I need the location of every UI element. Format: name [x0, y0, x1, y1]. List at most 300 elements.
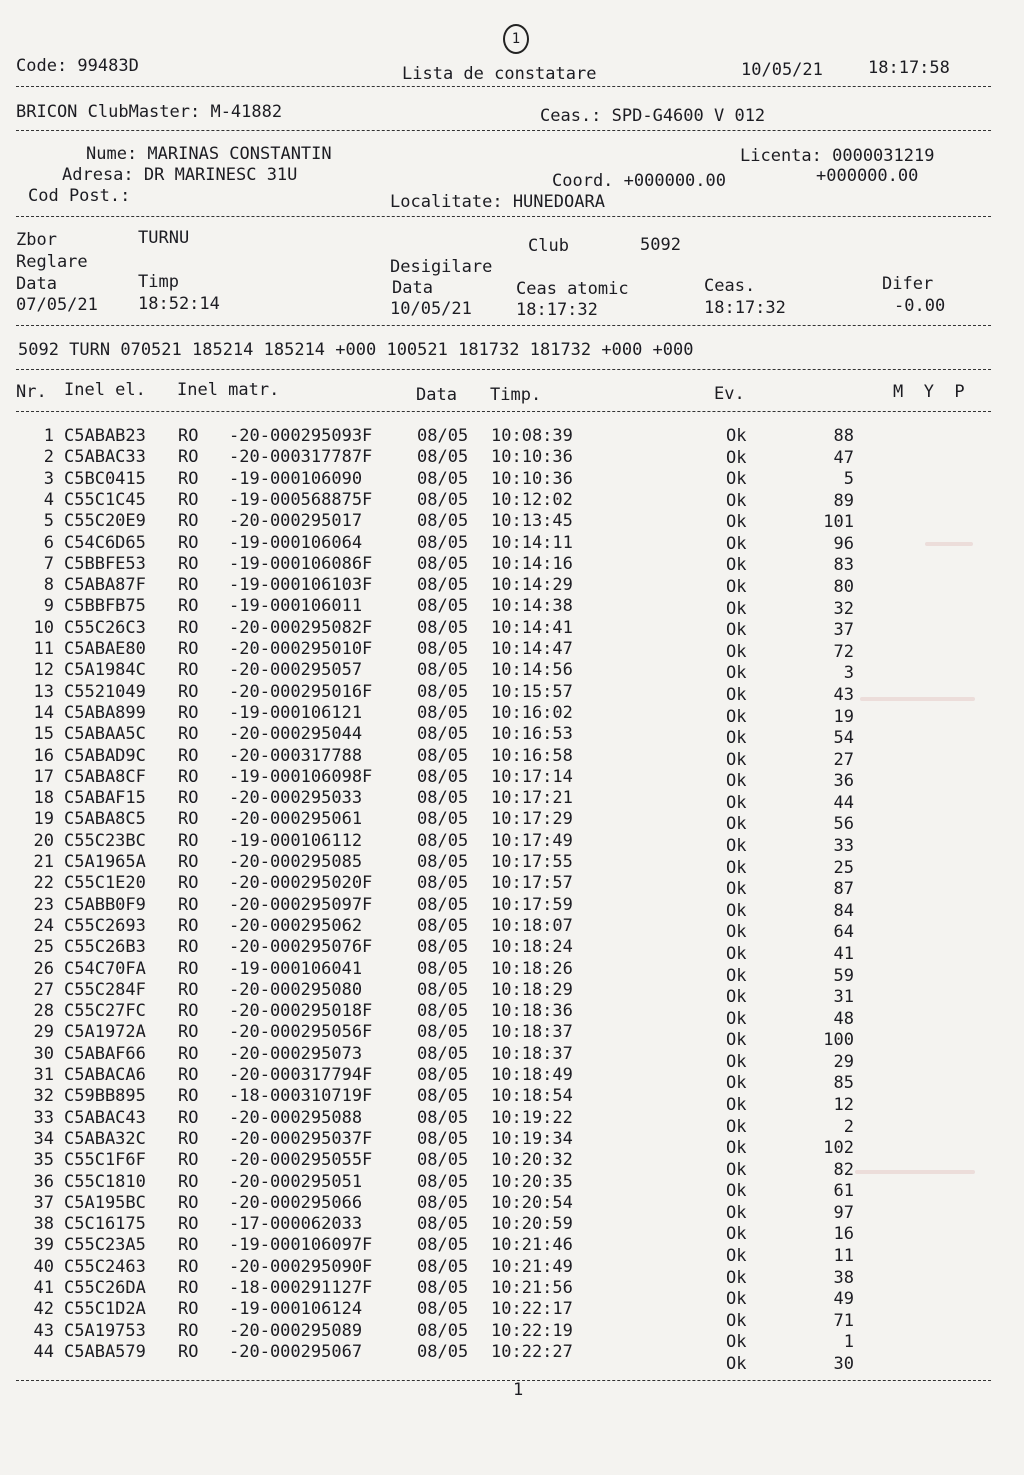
arrival-time: 10:14:56 [491, 660, 573, 681]
table-row [0, 1192, 1024, 1223]
row-value: 32 [833, 598, 854, 619]
event-status: Ok [726, 1073, 747, 1094]
ring-registration: -20-000295051 [229, 1171, 363, 1192]
event-status: Ok [726, 1051, 747, 1072]
ring-registration: -20-000295017 [229, 511, 363, 532]
arrival-date: 08/05 [417, 1043, 469, 1064]
arrival-time: 10:10:36 [491, 447, 573, 468]
event-status: Ok [726, 620, 747, 641]
arrival-time: 10:17:21 [491, 788, 573, 809]
ring-electronic: C5ABAA5C [64, 724, 146, 745]
row-value: 43 [833, 684, 854, 705]
ring-country: RO [178, 681, 199, 702]
event-status: Ok [726, 987, 747, 1008]
event-status: Ok [726, 663, 747, 684]
arrival-date: 08/05 [417, 894, 469, 915]
row-value: 12 [833, 1094, 854, 1115]
ring-electronic: C5BC0415 [64, 468, 146, 489]
table-row [0, 702, 1024, 727]
ring-electronic: C5521049 [64, 681, 146, 702]
ring-registration: -20-000295061 [229, 809, 363, 830]
arrival-time: 10:13:45 [491, 511, 573, 532]
event-status: Ok [726, 641, 747, 662]
row-number: 41 [33, 1278, 54, 1298]
event-status: Ok [726, 814, 747, 835]
arrival-time: 10:14:38 [491, 596, 573, 617]
event-status: Ok [726, 533, 747, 554]
table-row [0, 1001, 1024, 1029]
divider [16, 86, 991, 87]
ring-electronic: C5BBFB75 [64, 596, 146, 617]
ring-country: RO [178, 979, 199, 1000]
ring-registration: -20-000295056F [229, 1022, 373, 1043]
arrival-date: 08/05 [417, 1235, 469, 1256]
ring-country: RO [178, 702, 199, 723]
arrival-time: 10:22:17 [491, 1299, 573, 1320]
ring-registration: -19-000106097F [229, 1235, 373, 1256]
event-status: Ok [726, 1267, 747, 1288]
arrival-time: 10:20:32 [491, 1150, 573, 1171]
table-row [0, 596, 1024, 617]
ring-country: RO [178, 915, 199, 936]
ring-country: RO [178, 830, 199, 851]
arrival-time: 10:14:29 [491, 575, 573, 596]
desig-ceas: 18:17:32 [704, 298, 786, 318]
row-value: 84 [833, 900, 854, 921]
owner-cod-post: Cod Post.: [28, 186, 131, 206]
row-value: 49 [833, 1289, 854, 1310]
ring-country: RO [178, 788, 199, 809]
table-row [0, 788, 1024, 813]
event-status: Ok [726, 1094, 747, 1115]
ring-registration: -19-000106098F [229, 766, 373, 787]
ring-registration: -20-000295093F [229, 426, 373, 446]
ring-electronic: C5ABAD9C [64, 745, 146, 766]
row-value: 31 [833, 987, 854, 1008]
ring-country: RO [178, 873, 199, 894]
ring-country: RO [178, 1022, 199, 1043]
arrival-date: 08/05 [417, 639, 469, 659]
event-status: Ok [726, 900, 747, 921]
row-value: 97 [833, 1202, 854, 1223]
ring-electronic: C55C1C45 [64, 489, 146, 510]
event-status: Ok [726, 771, 747, 792]
row-number: 4 [43, 489, 54, 510]
table-row [0, 724, 1024, 749]
ring-registration: -20-000295033 [229, 788, 363, 809]
ring-registration: -19-000106121 [229, 702, 363, 723]
page-number: 1 [513, 1380, 524, 1400]
ring-country: RO [178, 1086, 199, 1107]
ring-registration: -19-000106086F [229, 553, 373, 574]
row-number: 40 [33, 1256, 54, 1277]
reglare-data: 07/05/21 [16, 295, 98, 315]
row-value: 59 [833, 965, 854, 986]
event-status: Ok [726, 922, 747, 943]
row-number: 22 [33, 873, 54, 894]
ring-country: RO [178, 468, 199, 489]
arrival-time: 10:14:11 [491, 532, 573, 553]
event-status: Ok [726, 469, 747, 490]
ring-country: RO [178, 766, 199, 787]
arrival-time: 10:21:56 [491, 1278, 573, 1298]
arrival-time: 10:17:59 [491, 894, 573, 915]
ring-country: RO [178, 1171, 199, 1192]
owner-coord2: +000000.00 [816, 166, 919, 186]
difer-label: Difer [882, 274, 934, 294]
ring-electronic: C55C23BC [64, 830, 146, 851]
ring-electronic: C5ABA8CF [64, 766, 146, 787]
arrival-time: 10:21:46 [491, 1235, 573, 1256]
ring-electronic: C5ABA579 [64, 1341, 146, 1362]
arrival-date: 08/05 [417, 1107, 469, 1128]
event-status: Ok [726, 490, 747, 511]
row-number: 43 [33, 1320, 54, 1341]
row-value: 11 [833, 1246, 854, 1267]
ring-electronic: C5ABAC43 [64, 1107, 146, 1128]
ring-electronic: C55C1F6F [64, 1150, 146, 1171]
arrival-date: 08/05 [417, 766, 469, 787]
ring-country: RO [178, 1065, 199, 1085]
ring-registration: -20-000295016F [229, 681, 373, 702]
row-value: 87 [833, 879, 854, 900]
ring-country: RO [178, 660, 199, 681]
row-number: 33 [33, 1107, 54, 1128]
table-row [0, 958, 1024, 986]
clubmaster-label: BRICON ClubMaster: M-41882 [16, 102, 283, 122]
ring-country: RO [178, 1150, 199, 1171]
arrival-time: 10:19:34 [491, 1128, 573, 1149]
arrival-date: 08/05 [417, 1128, 469, 1149]
ring-country: RO [178, 639, 199, 659]
col-nr: Nr. [16, 382, 47, 402]
table-row [0, 1107, 1024, 1137]
ring-registration: -19-000106112 [229, 830, 363, 851]
arrival-date: 08/05 [417, 915, 469, 936]
divider [16, 216, 991, 217]
row-value: 2 [843, 1116, 854, 1137]
divider [16, 325, 991, 326]
col-inel-matr: Inel matr. [177, 380, 280, 400]
event-status: Ok [726, 555, 747, 576]
ring-registration: -20-000295037F [229, 1128, 373, 1149]
arrival-time: 10:10:36 [491, 468, 573, 489]
owner-coord: Coord. +000000.00 [552, 171, 726, 191]
arrival-time: 10:17:29 [491, 809, 573, 830]
table-row [0, 1214, 1024, 1245]
ring-registration: -19-000106011 [229, 596, 363, 617]
event-status: Ok [726, 1116, 747, 1137]
data-label: Data [16, 274, 57, 294]
header-date: 10/05/21 [741, 60, 823, 80]
ring-country: RO [178, 1299, 199, 1320]
ring-registration: -20-000317787F [229, 447, 373, 468]
arrival-date: 08/05 [417, 617, 469, 638]
divider [16, 1380, 991, 1381]
owner-name: Nume: MARINAS CONSTANTIN [86, 144, 332, 164]
ring-electronic: C5ABA899 [64, 702, 146, 723]
row-number: 37 [33, 1192, 54, 1213]
table-row [0, 809, 1024, 835]
print-smudge [860, 697, 975, 701]
ring-electronic: C5A195BC [64, 1192, 146, 1213]
table-row [0, 830, 1024, 856]
ring-country: RO [178, 1256, 199, 1277]
row-number: 29 [33, 1022, 54, 1043]
ring-country: RO [178, 1214, 199, 1235]
event-status: Ok [726, 943, 747, 964]
arrival-time: 10:17:49 [491, 830, 573, 851]
arrival-date: 08/05 [417, 702, 469, 723]
arrival-time: 10:16:02 [491, 702, 573, 723]
arrival-time: 10:20:35 [491, 1171, 573, 1192]
club-value: 5092 [640, 235, 681, 255]
ring-country: RO [178, 1341, 199, 1362]
arrival-date: 08/05 [417, 1001, 469, 1022]
row-value: 101 [823, 512, 854, 533]
arrival-time: 10:18:07 [491, 915, 573, 936]
ring-registration: -19-000106041 [229, 958, 363, 979]
ring-electronic: C5ABB0F9 [64, 894, 146, 915]
ring-electronic: C5A1972A [64, 1022, 146, 1043]
table-row [0, 426, 1024, 447]
row-value: 16 [833, 1224, 854, 1245]
arrival-date: 08/05 [417, 979, 469, 1000]
ring-electronic: C5A1965A [64, 852, 146, 872]
ring-registration: -19-000568875F [229, 489, 373, 510]
arrival-time: 10:14:47 [491, 639, 573, 659]
arrival-time: 10:18:49 [491, 1065, 573, 1085]
row-number: 3 [43, 468, 54, 489]
ring-country: RO [178, 511, 199, 532]
table-row [0, 1128, 1024, 1159]
ring-registration: -20-000295020F [229, 873, 373, 894]
table-row [0, 660, 1024, 684]
timp-label: Timp [138, 272, 179, 292]
ring-registration: -20-000295066 [229, 1192, 363, 1213]
arrival-time: 10:12:02 [491, 489, 573, 510]
desig-atomic: 18:17:32 [516, 300, 598, 320]
arrival-date: 08/05 [417, 1022, 469, 1043]
arrival-time: 10:16:53 [491, 724, 573, 745]
event-status: Ok [726, 1138, 747, 1159]
row-value: 41 [833, 943, 854, 964]
ring-registration: -20-000295073 [229, 1043, 363, 1064]
row-number: 28 [33, 1001, 54, 1022]
table-row [0, 915, 1024, 943]
row-value: 89 [833, 490, 854, 511]
arrival-date: 08/05 [417, 1341, 469, 1362]
ring-country: RO [178, 426, 199, 446]
ring-country: RO [178, 894, 199, 915]
arrival-date: 08/05 [417, 596, 469, 617]
arrival-date: 08/05 [417, 575, 469, 596]
ring-registration: -19-000106103F [229, 575, 373, 596]
event-status: Ok [726, 1310, 747, 1331]
arrival-time: 10:18:26 [491, 958, 573, 979]
arrival-date: 08/05 [417, 937, 469, 958]
ring-country: RO [178, 809, 199, 830]
row-number: 26 [33, 958, 54, 979]
row-number: 21 [33, 852, 54, 872]
row-value: 56 [833, 814, 854, 835]
row-value: 1 [843, 1332, 854, 1353]
ring-electronic: C55C1D2A [64, 1299, 146, 1320]
arrival-time: 10:18:24 [491, 937, 573, 958]
row-value: 83 [833, 555, 854, 576]
event-status: Ok [726, 749, 747, 770]
reglare-label: Reglare [16, 252, 88, 272]
ring-country: RO [178, 724, 199, 745]
table-row [0, 979, 1024, 1008]
arrival-date: 08/05 [417, 1299, 469, 1320]
arrival-date: 08/05 [417, 1150, 469, 1171]
row-number: 34 [33, 1128, 54, 1149]
ring-electronic: C55C2463 [64, 1256, 146, 1277]
ring-registration: -20-000295097F [229, 894, 373, 915]
ring-electronic: C5A19753 [64, 1320, 146, 1341]
event-status: Ok [726, 577, 747, 598]
header-time: 18:17:58 [868, 58, 950, 78]
zbor-value: TURNU [138, 228, 190, 248]
arrival-date: 08/05 [417, 1192, 469, 1213]
ring-registration: -17-000062033 [229, 1214, 363, 1235]
row-value: 19 [833, 706, 854, 727]
row-value: 88 [833, 426, 854, 446]
arrival-date: 08/05 [417, 830, 469, 851]
ring-country: RO [178, 1235, 199, 1256]
row-number: 5 [43, 511, 54, 532]
arrival-date: 08/05 [417, 447, 469, 468]
page-mark: 1 [503, 24, 529, 54]
ring-electronic: C5ABACA6 [64, 1065, 146, 1085]
ring-electronic: C5ABA8C5 [64, 809, 146, 830]
col-myp: M Y P [893, 382, 965, 402]
row-value: 36 [833, 771, 854, 792]
table-row [0, 894, 1024, 921]
row-number: 14 [33, 702, 54, 723]
event-status: Ok [726, 879, 747, 900]
difer-value: -0.00 [894, 296, 946, 316]
desig-data-label: Data [392, 278, 433, 298]
table-row [0, 937, 1024, 964]
table-row [0, 447, 1024, 468]
event-status: Ok [726, 1030, 747, 1051]
row-number: 6 [43, 532, 54, 553]
ring-electronic: C55C27FC [64, 1001, 146, 1022]
event-status: Ok [726, 1008, 747, 1029]
table-row [0, 852, 1024, 878]
row-value: 27 [833, 749, 854, 770]
ring-country: RO [178, 1192, 199, 1213]
row-value: 44 [833, 792, 854, 813]
table-row [0, 1022, 1024, 1051]
col-inel-el: Inel el. [64, 380, 146, 400]
arrival-date: 08/05 [417, 1086, 469, 1107]
arrival-time: 10:17:57 [491, 873, 573, 894]
ring-electronic: C5ABAE80 [64, 639, 146, 659]
row-number: 42 [33, 1299, 54, 1320]
owner-localitate: Localitate: HUNEDOARA [390, 192, 605, 212]
ring-registration: -20-000295082F [229, 617, 373, 638]
row-number: 13 [33, 681, 54, 702]
arrival-date: 08/05 [417, 1256, 469, 1277]
ring-electronic: C55C26DA [64, 1278, 146, 1298]
ceas-atomic-label: Ceas atomic [516, 279, 629, 299]
ceas-col-label: Ceas. [704, 276, 756, 296]
col-data: Data [416, 385, 457, 405]
table-row [0, 490, 1024, 511]
row-number: 35 [33, 1150, 54, 1171]
ring-electronic: C59BB895 [64, 1086, 146, 1107]
arrival-date: 08/05 [417, 468, 469, 489]
ring-registration: -20-000295088 [229, 1107, 363, 1128]
ring-electronic: C55C2693 [64, 915, 146, 936]
row-number: 31 [33, 1065, 54, 1085]
print-smudge [925, 542, 973, 546]
ring-electronic: C5ABAF66 [64, 1043, 146, 1064]
ring-country: RO [178, 1001, 199, 1022]
arrival-time: 10:15:57 [491, 681, 573, 702]
event-status: Ok [726, 1289, 747, 1310]
table-row [0, 575, 1024, 596]
arrival-date: 08/05 [417, 745, 469, 766]
ring-registration: -18-000310719F [229, 1086, 373, 1107]
arrival-time: 10:16:58 [491, 745, 573, 766]
col-timp: Timp. [490, 385, 542, 405]
arrival-date: 08/05 [417, 1171, 469, 1192]
arrival-date: 08/05 [417, 1320, 469, 1341]
owner-licenta: Licenta: 0000031219 [740, 146, 935, 166]
row-value: 3 [843, 663, 854, 684]
ring-registration: -19-000106124 [229, 1299, 363, 1320]
event-status: Ok [726, 728, 747, 749]
arrival-time: 10:14:41 [491, 617, 573, 638]
event-status: Ok [726, 1159, 747, 1180]
zbor-label: Zbor [16, 230, 57, 250]
row-number: 1 [43, 426, 54, 446]
event-status: Ok [726, 1202, 747, 1223]
ring-country: RO [178, 745, 199, 766]
divider [16, 369, 991, 370]
arrival-date: 08/05 [417, 809, 469, 830]
ring-registration: -20-000317788 [229, 745, 363, 766]
arrival-time: 10:18:36 [491, 1001, 573, 1022]
row-number: 7 [43, 553, 54, 574]
row-value: 48 [833, 1008, 854, 1029]
row-number: 9 [43, 596, 54, 617]
row-number: 8 [43, 575, 54, 596]
row-number: 2 [43, 447, 54, 468]
table-row [0, 639, 1024, 660]
row-value: 5 [843, 469, 854, 490]
table-row [0, 533, 1024, 554]
ring-registration: -19-000106064 [229, 532, 363, 553]
row-value: 80 [833, 577, 854, 598]
arrival-date: 08/05 [417, 852, 469, 872]
ring-electronic: C5BBFE53 [64, 553, 146, 574]
ring-electronic: C5ABAC33 [64, 447, 146, 468]
table-row [0, 1171, 1024, 1202]
arrival-time: 10:22:19 [491, 1320, 573, 1341]
event-status: Ok [726, 512, 747, 533]
document-title: Lista de constatare [402, 64, 597, 84]
event-status: Ok [726, 447, 747, 468]
ring-registration: -20-000295080 [229, 979, 363, 1000]
arrival-date: 08/05 [417, 511, 469, 532]
arrival-date: 08/05 [417, 724, 469, 745]
arrival-time: 10:14:16 [491, 553, 573, 574]
